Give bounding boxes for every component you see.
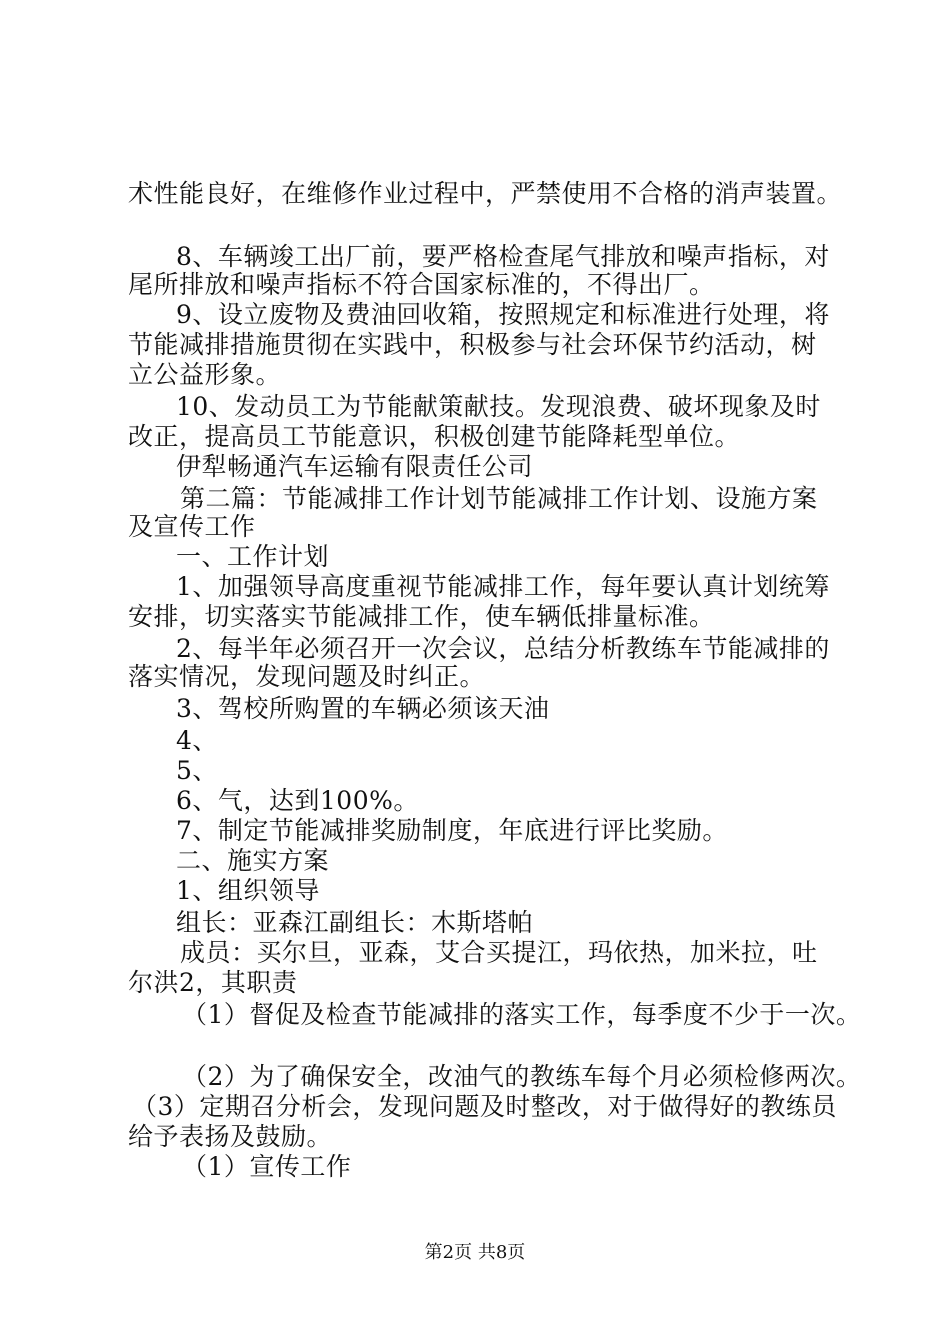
text-line: 落实情况，发现问题及时纠正。 [128, 662, 486, 691]
text-line: 改正，提高员工节能意识，积极创建节能降耗型单位。 [128, 422, 741, 451]
text-line: （2）为了确保安全，改油气的教练车每个月必须检修两次。 [182, 1062, 862, 1091]
text-line: 安排，切实落实节能减排工作，使车辆低排量标准。 [128, 602, 715, 631]
text-line: 1、加强领导高度重视节能减排工作，每年要认真计划统筹 [176, 572, 830, 601]
text-line: （1）督促及检查节能减排的落实工作，每季度不少于一次。 [182, 1000, 862, 1029]
text-line: （3）定期召分析会，发现问题及时整改，对于做得好的教练员 [132, 1092, 837, 1121]
text-line: 2、每半年必须召开一次会议，总结分析教练车节能减排的 [176, 634, 830, 663]
text-line: 节能减排措施贯彻在实践中，积极参与社会环保节约活动，树 [128, 330, 817, 359]
text-line: 5、 [176, 756, 218, 785]
text-line: 10、发动员工为节能献策献技。发现浪费、破坏现象及时 [176, 392, 821, 421]
page-footer: 第2页 共8页 [424, 1242, 526, 1263]
company-name: 伊犁畅通汽车运输有限责任公司 [176, 452, 534, 481]
text-line: 7、制定节能减排奖励制度，年底进行评比奖励。 [176, 816, 728, 845]
text-line: 6、气，达到100%。 [176, 786, 419, 815]
text-line: 4、 [176, 726, 218, 755]
text-line: 8、车辆竣工出厂前，要严格检查尾气排放和噪声指标，对 [176, 242, 830, 271]
section-heading: 第二篇：节能减排工作计划节能减排工作计划、设施方案 [180, 484, 818, 513]
subsection-heading: 二、施实方案 [176, 846, 330, 875]
text-line: 成员：买尔旦，亚森，艾合买提江，玛依热，加米拉，吐 [180, 938, 818, 967]
text-line: 给予表扬及鼓励。 [128, 1122, 333, 1151]
text-line: 3、驾校所购置的车辆必须该天油 [176, 694, 550, 723]
text-line: 组长：亚森江副组长：木斯塔帕 [176, 908, 534, 937]
text-line: （1）宣传工作 [182, 1152, 352, 1181]
section-heading-continued: 及宣传工作 [128, 512, 256, 541]
subsection-heading: 一、工作计划 [176, 542, 330, 571]
text-line: 9、设立废物及费油回收箱，按照规定和标准进行处理，将 [176, 300, 830, 329]
text-line: 1、组织领导 [176, 876, 320, 905]
text-line: 术性能良好，在维修作业过程中，严禁使用不合格的消声装置。 [128, 179, 843, 208]
text-line: 尔洪2，其职责 [128, 968, 298, 997]
text-line: 立公益形象。 [128, 360, 282, 389]
text-line: 尾所排放和噪声指标不符合国家标准的，不得出厂。 [128, 270, 715, 299]
